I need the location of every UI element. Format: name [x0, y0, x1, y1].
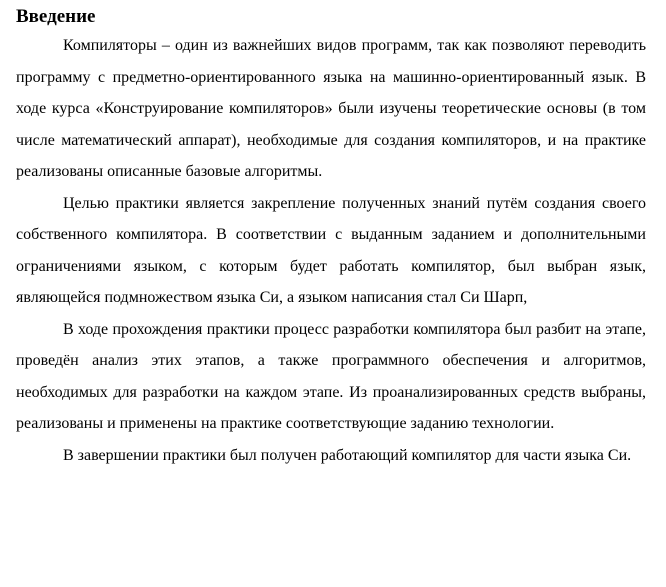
section-heading: Введение — [16, 6, 96, 27]
paragraph-goal: Целью практики является закрепление полученных знаний путём создания своего собственного компилятора. В соответствии с выданным заданием и дополнительными ограничениями языком, с которым будет работать компилятор, был выбран язык, являющейся подмножеством языка Си, а языком написания стал Си Шарп, — [16, 194, 646, 306]
document-page — [16, 4, 646, 471]
paragraph-process: В ходе прохождения практики процесс разработки компилятора был разбит на этапе, проведён анализ этих этапов, а также программного обеспечения и алгоритмов, необходимых для разработки на каждом этапе. Из проанализированных средств выбраны, реализованы и применены на практике соответствующие заданию технологии. — [16, 320, 646, 432]
paragraph-conclusion: В завершении практики был получен работающий компилятор для части языка Си. — [63, 446, 632, 464]
paragraph-intro: Компиляторы – один из важнейших видов программ, так как позволяют переводить программу с предметно-ориентированного языка на машинно-ориентированный язык. В ходе курса «Конструирование компиляторов» были изучены теоретические основы (в том числе математический аппарат), необходимые для создания компиляторов, и на практике реализованы описанные базовые алгоритмы. — [16, 37, 646, 180]
